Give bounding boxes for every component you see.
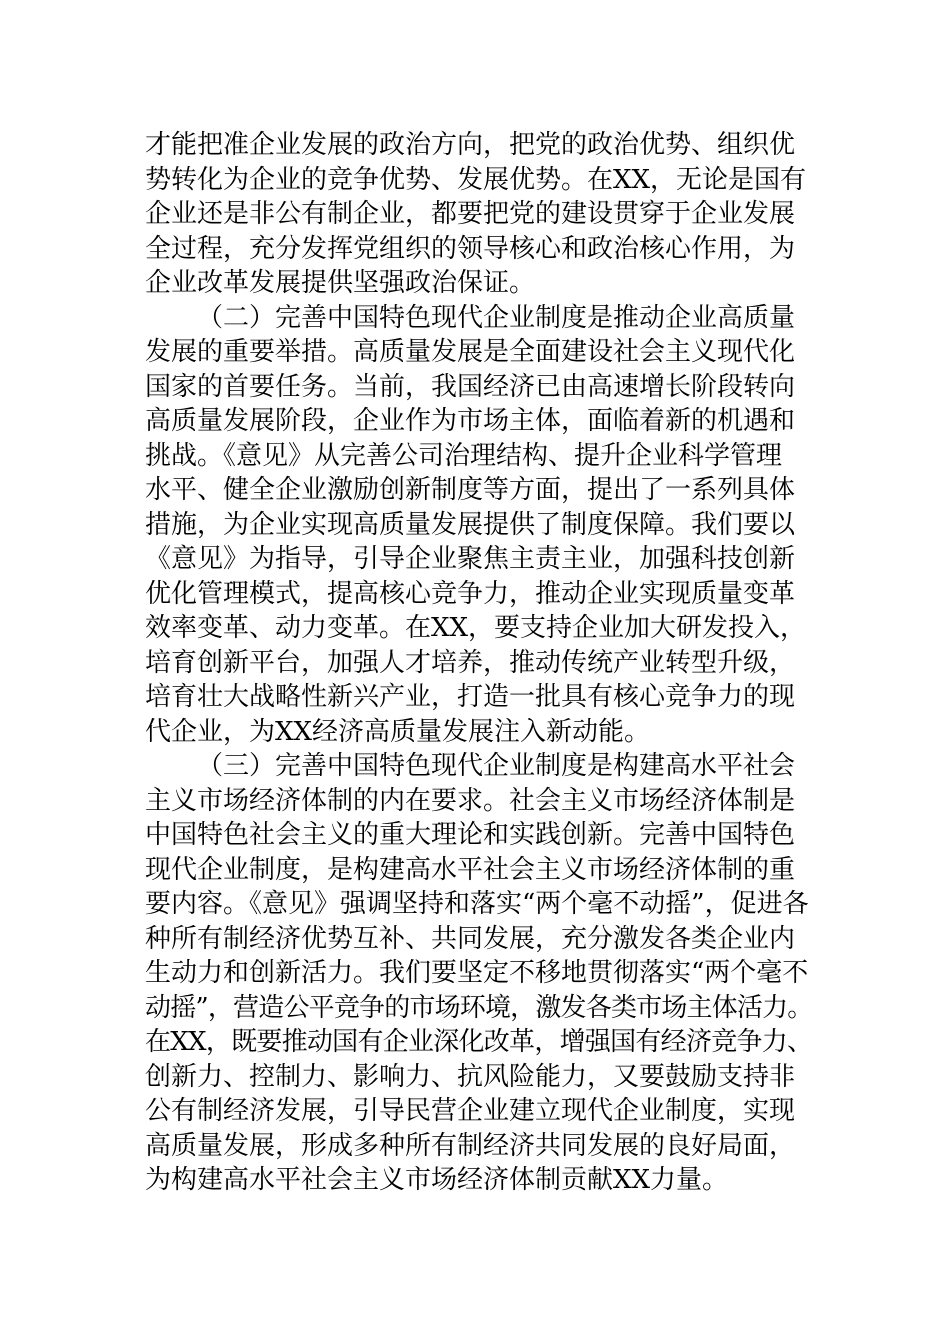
text-line: 高质量发展阶段，企业作为市场主体，面临着新的机遇和 [145, 406, 796, 436]
text-line: 企业还是非公有制企业，都要把党的建设贯穿于企业发展 [145, 199, 796, 229]
text-line: 生动力和创新活力。我们要坚定不移地贯彻落实“两个毫不 [145, 958, 809, 988]
text-line: （二）完善中国特色现代企业制度是推动企业高质量 [197, 302, 796, 333]
text-line: 代企业，为XX经济高质量发展注入新动能。 [145, 716, 651, 747]
text-line: 主义市场经济体制的内在要求。社会主义市场经济体制是 [145, 785, 796, 816]
text-line: 动摇”，营造公平竞争的市场环境，激发各类市场主体活力。 [145, 992, 813, 1023]
text-line: 企业改革发展提供坚强政治保证。 [145, 268, 536, 298]
text-line: 挑战。《意见》从完善公司治理结构、提升企业科学管理 [145, 440, 783, 471]
text-line: 要内容。《意见》强调坚持和落实“两个毫不动摇”，促进各 [145, 889, 809, 919]
text-line: 《意见》为指导，引导企业聚焦主责主业，加强科技创新 [145, 544, 796, 574]
text-line: 措施，为企业实现高质量发展提供了制度保障。我们要以 [145, 509, 796, 540]
text-line: 现代企业制度，是构建高水平社会主义市场经济体制的重 [145, 854, 796, 885]
text-line: （三）完善中国特色现代企业制度是构建高水平社会 [197, 751, 796, 781]
text-line: 中国特色社会主义的重大理论和实践创新。完善中国特色 [145, 820, 796, 850]
text-line: 国家的首要任务。当前，我国经济已由高速增长阶段转向 [145, 371, 796, 402]
text-line: 效率变革、动力变革。在XX，要支持企业加大研发投入， [145, 613, 807, 643]
text-line: 公有制经济发展，引导民营企业建立现代企业制度，实现 [145, 1096, 796, 1126]
text-line: 种所有制经济优势互补、共同发展，充分激发各类企业内 [145, 923, 796, 954]
text-line: 全过程，充分发挥党组织的领导核心和政治核心作用，为 [145, 233, 796, 264]
text-line: 在XX，既要推动国有企业深化改革，增强国有经济竞争力、 [145, 1027, 813, 1057]
text-line: 高质量发展，形成多种所有制经济共同发展的良好局面， [145, 1130, 796, 1161]
text-line: 为构建高水平社会主义市场经济体制贡献XX力量。 [145, 1165, 729, 1195]
text-line: 优化管理模式，提高核心竞争力，推动企业实现质量变革 [145, 578, 796, 609]
text-line: 培育壮大战略性新兴产业，打造一批具有核心竞争力的现 [145, 682, 796, 712]
text-line: 水平、健全企业激励创新制度等方面，提出了一系列具体 [145, 475, 796, 505]
text-line: 发展的重要举措。高质量发展是全面建设社会主义现代化 [145, 337, 796, 367]
body-text [145, 128, 813, 1198]
text-line: 创新力、控制力、影响力、抗风险能力，又要鼓励支持非 [145, 1061, 796, 1092]
text-line: 才能把准企业发展的政治方向，把党的政治优势、组织优 [145, 130, 796, 160]
text-line: 培育创新平台，加强人才培养，推动传统产业转型升级， [145, 647, 796, 678]
text-line: 势转化为企业的竞争优势、发展优势。在XX，无论是国有 [145, 164, 807, 195]
